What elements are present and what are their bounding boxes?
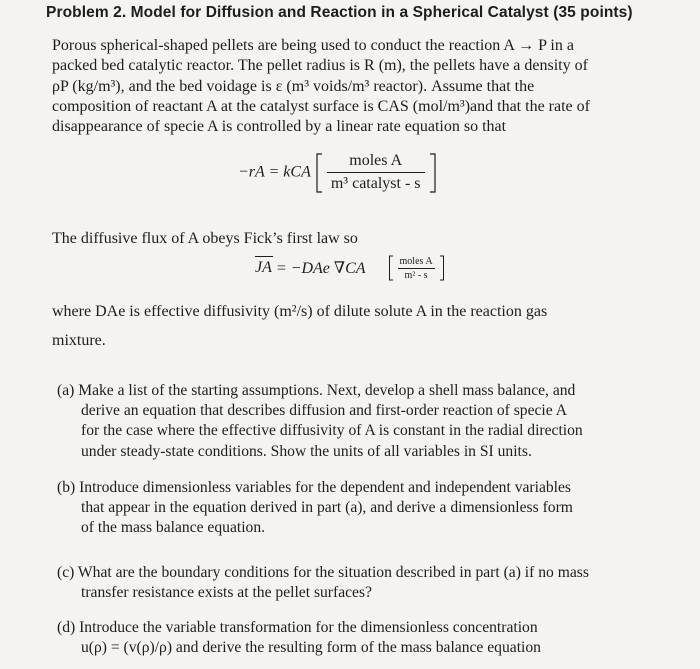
fick-intro: The diffusive flux of A obeys Fick’s first law so [52,230,358,247]
part-a [57,381,621,462]
part-b-line-2: that appear in the equation derived in part (a), and derive a dimensionless form [81,499,573,517]
rate-unit-numerator: moles A [327,152,425,173]
where-paragraph [52,297,624,355]
where-line-2: mixture. [52,332,106,349]
rate-unit-fraction [327,152,425,193]
flux-vector: JA [255,259,272,276]
part-c-line-1: (c) What are the boundary conditions for the situation described in part (a) if no mass [57,564,589,581]
part-d-line-2: u(ρ) = (v(ρ)/ρ) and derive the resulting form of the mass balance equation [81,639,541,657]
intro-paragraph [52,36,624,137]
left-bracket-icon [315,153,323,193]
flux-right-bracket-icon [439,255,445,281]
part-a-line-4: under steady-state conditions. Show the units of all variables in SI units. [81,442,532,460]
part-b-line-1: (b) Introduce dimensionless variables for the dependent and independent variables [57,479,571,496]
part-b-line-3: of the mass balance equation. [81,519,266,537]
intro-line-4: composition of reactant A at the catalyst surface is CAS (mol/m³)and that the rate of [52,97,590,115]
part-d-line-1: (d) Introduce the variable transformation for the dimensionless concentration [57,619,538,636]
part-c-line-2: transfer resistance exists at the pellet surfaces? [81,584,372,602]
intro-line-1: Porous spherical-shaped pellets are being used to conduct the reaction A → P in a [52,37,574,54]
flux-left-bracket-icon [388,255,394,281]
part-a-line-2: derive an equation that describes diffusion and first-order reaction of specie A [81,402,567,420]
rate-unit-denominator: m³ catalyst - s [330,175,421,192]
intro-line-2: packed bed catalytic reactor. The pellet radius is R (m), the pellets have a density of [52,57,588,75]
part-a-line-1: (a) Make a list of the starting assumptions. Next, develop a shell mass balance, and [57,382,576,399]
part-b [57,478,621,539]
flux-equation-rhs: = −DAe ∇CA [275,260,366,277]
part-c [57,563,621,603]
flux-unit-fraction [398,256,435,281]
intro-line-5: disappearance of specie A is controlled by a linear rate equation so that [52,118,507,136]
problem-title: Problem 2. Model for Diffusion and Reaction in a Spherical Catalyst (35 points) [46,4,633,21]
right-bracket-icon [429,153,437,193]
flux-unit-numerator: moles A [399,255,433,267]
part-d [57,618,621,658]
rate-equation-lhs: −rA = kCA [238,163,311,181]
part-a-line-3: for the case where the effective diffusivity of A is constant in the radial direction [81,422,583,440]
flux-unit-denominator: m² - s [404,269,428,281]
intro-line-3: ρP (kg/m³), and the bed voidage is ε (m³ voids/m³ reactor). Assume that the [52,77,535,95]
rate-equation [238,152,437,193]
where-line-1: where DAe is effective diffusivity (m²/s) of dilute solute A in the reaction gas [52,303,548,320]
flux-equation [255,255,445,281]
